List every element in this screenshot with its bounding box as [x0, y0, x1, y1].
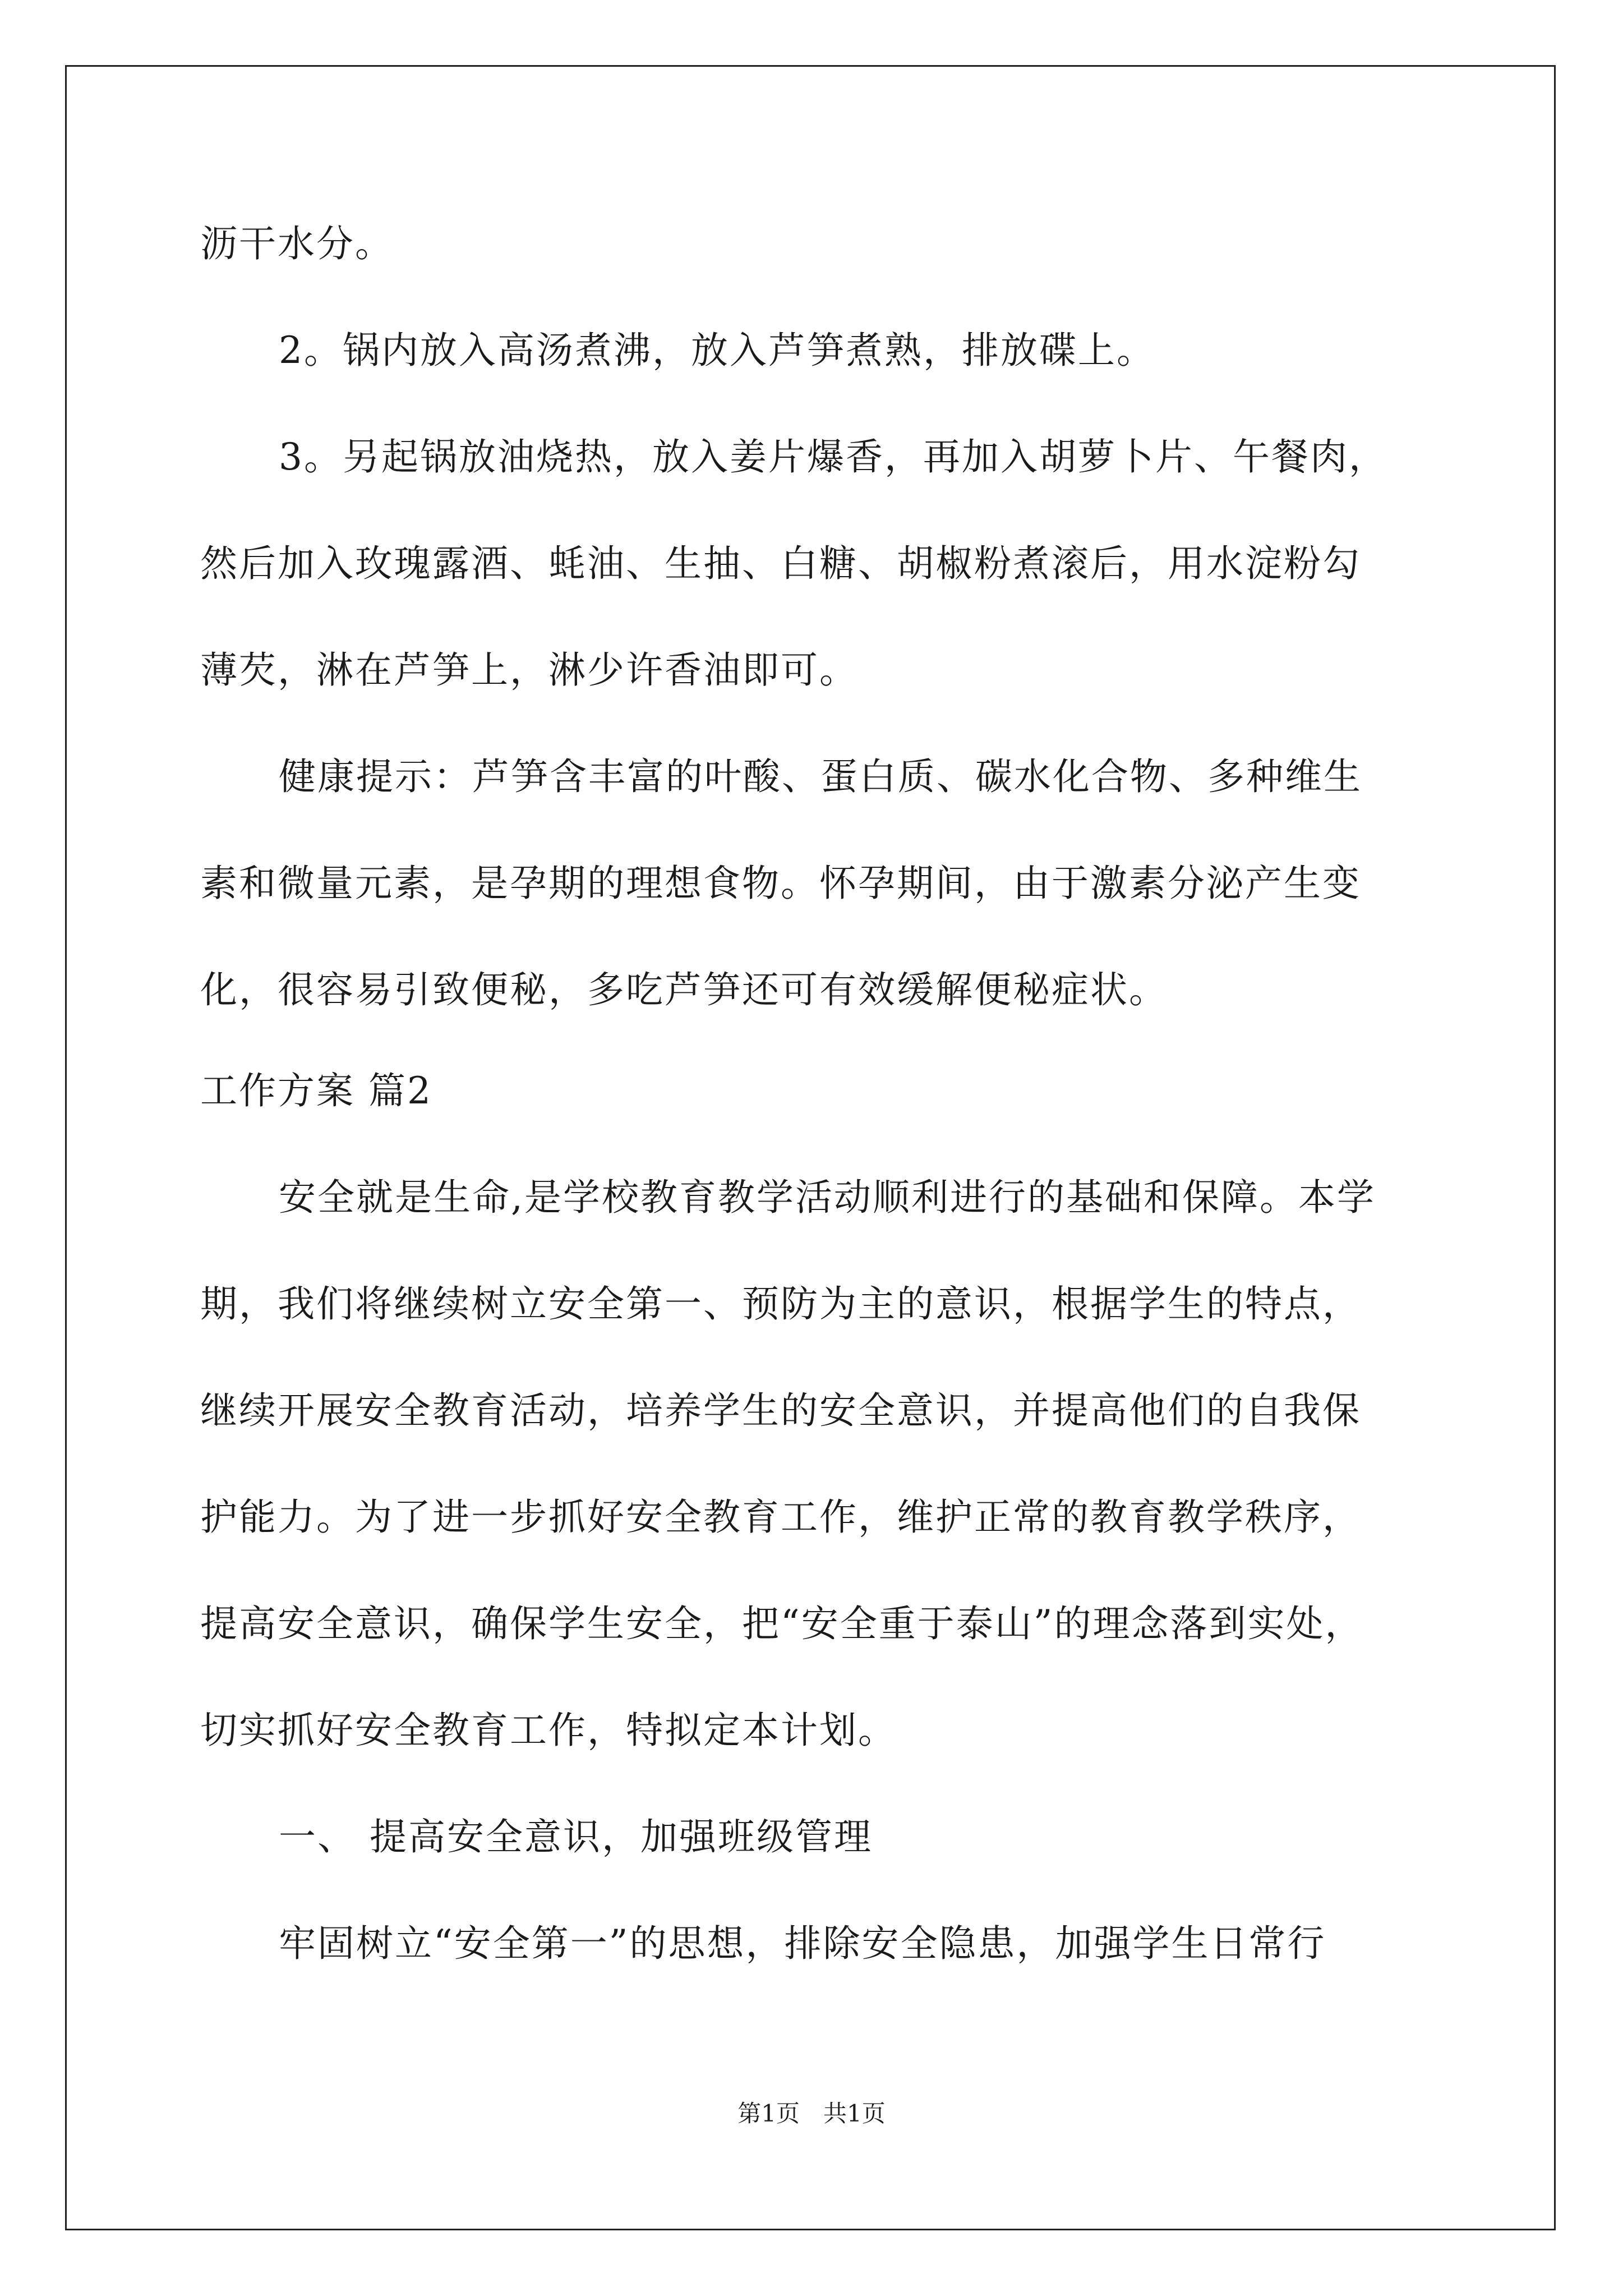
text-line: 化，很容易引致便秘，多吃芦笋还可有效缓解便秘症状。 — [200, 968, 1168, 1011]
subsection-heading: 一、 提高安全意识，加强班级管理 — [279, 1815, 873, 1858]
text-line: 2。锅内放入高汤煮沸，放入芦笋煮熟，排放碟上。 — [279, 329, 1155, 372]
page-border — [65, 65, 1556, 2230]
text-line: 薄芡，淋在芦笋上，淋少许香油即可。 — [200, 648, 858, 692]
section-heading: 工作方案 篇2 — [200, 1069, 432, 1112]
text-line: 切实抓好安全教育工作，特拟定本计划。 — [200, 1709, 897, 1752]
page-footer: 第1页 共1页 — [737, 2100, 886, 2127]
text-line: 然后加入玫瑰露酒、蚝油、生抽、白糖、胡椒粉煮滚后，用水淀粉勾 — [200, 542, 1361, 585]
text-line: 期，我们将继续树立安全第一、预防为主的意识，根据学生的特点， — [200, 1282, 1361, 1326]
text-line: 护能力。为了进一步抓好安全教育工作，维护正常的教育教学秩序， — [200, 1496, 1361, 1539]
text-line: 牢固树立“安全第一”的思想，排除安全隐患，加强学生日常行 — [279, 1922, 1326, 1965]
text-line: 健康提示：芦笋含丰富的叶酸、蛋白质、碳水化合物、多种维生 — [279, 755, 1362, 798]
text-line: 沥干水分。 — [200, 222, 394, 265]
text-line: 提高安全意识，确保学生安全，把“安全重于泰山”的理念落到实处， — [200, 1602, 1364, 1645]
text-line: 素和微量元素，是孕期的理想食物。怀孕期间，由于激素分泌产生变 — [200, 862, 1361, 905]
text-line: 继续开展安全教育活动，培养学生的安全意识，并提高他们的自我保 — [200, 1389, 1361, 1432]
text-line: 3。另起锅放油烧热，放入姜片爆香，再加入胡萝卜片、午餐肉， — [279, 435, 1387, 478]
text-line: 安全就是生命,是学校教育教学活动顺利进行的基础和保障。本学 — [279, 1176, 1376, 1219]
